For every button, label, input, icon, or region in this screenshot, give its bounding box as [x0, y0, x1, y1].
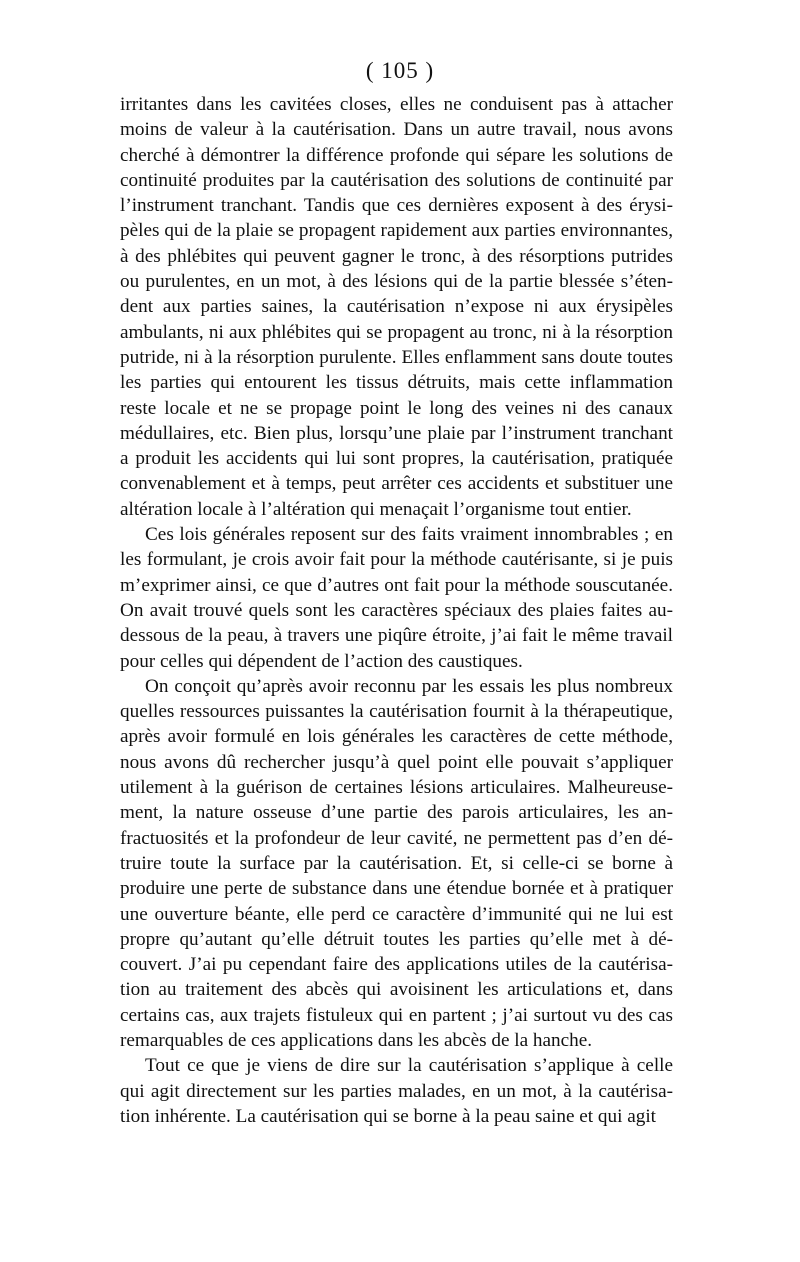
paragraph-articular-lesions: On conçoit qu’après avoir reconnu par les essais les plus nombreux quelles ressources puissantes la cautérisation fournit à la thérapeutique, après avoir formulé en lois générales les caractères de cette méthode, nous avons dû rechercher jusqu’à quel point elle pouvait s’appliquer utilement à la guérison de certaines lésions articulaires. Malheureusement, la nature osseuse d’une partie des parois articulaires, les anfractuosités et la profondeur de leur cavité, ne permettent pas d’en détruire toute la surface par la cautérisation. Et, si celle-ci se borne à produire une perte de substance dans une étendue bornée et à pratiquer une ouverture béante, elle perd ce caractère d’immunité qui ne lui est propre qu’autant qu’elle détruit toutes les parties qu’elle met à découvert. J’ai pu cependant faire des applications utiles de la cautérisation au traitement des abcès qui avoisinent les articulations et, dans certains cas, aux trajets fistuleux qui en partent ; j’ai surtout vu des cas remarquables de ces applications dans les abcès de la hanche. [120, 675, 673, 1051]
paragraph-inherent-cauterization: Tout ce que je viens de dire sur la cautérisation s’applique à celle qui agit directement sur les parties malades, en un mot, à la cautérisation inhérente. La cautérisation qui se borne à la peau saine et qui agit [120, 1055, 673, 1127]
body-text [120, 92, 673, 1129]
paragraph-continuation: irritantes dans les cavitées closes, elles ne conduisent pas à attacher moins de valeur à la cautérisation. Dans un autre travail, nous avons cherché à démontrer la différence profonde qui sépare les solutions de continuité produites par la cautérisation des solutions de continuité par l’instrument tranchant. Tandis que ces dernières exposent à des érysipèles qui de la plaie se propagent rapidement aux parties environnantes, à des phlébites qui peuvent gagner le tronc, à des résorptions putrides ou purulentes, en un mot, à des lésions qui de la partie blessée s’étendent aux parties saines, la cautérisation n’expose ni aux érysipèles ambulants, ni aux phlébites qui se propagent au tronc, ni à la résorption putride, ni à la résorption purulente. Elles enflamment sans doute toutes les parties qui entourent les tissus détruits, mais cette inflammation reste locale et ne se propage point le long des veines ni des canaux médullaires, etc. Bien plus, lorsqu’une plaie par l’instrument tranchant a produit les accidents qui lui sont propres, la cautérisation, pratiquée convenablement et à temps, peut arrêter ces accidents et substituer une altération locale à l’altération qui menaçait l’organisme tout entier. [120, 94, 673, 520]
page-number: ( 105 ) [365, 58, 435, 83]
paragraph-general-laws: Ces lois générales reposent sur des faits vraiment innombrables ; en les formulant, je crois avoir fait pour la méthode cautérisante, si je puis m’exprimer ainsi, ce que d’autres ont fait pour la méthode souscutanée. On avait trouvé quels sont les caractères spéciaux des plaies faites au-dessous de la peau, à travers une piqûre étroite, j’ai fait le même travail pour celles qui dépendent de l’action des caustiques. [120, 524, 673, 672]
